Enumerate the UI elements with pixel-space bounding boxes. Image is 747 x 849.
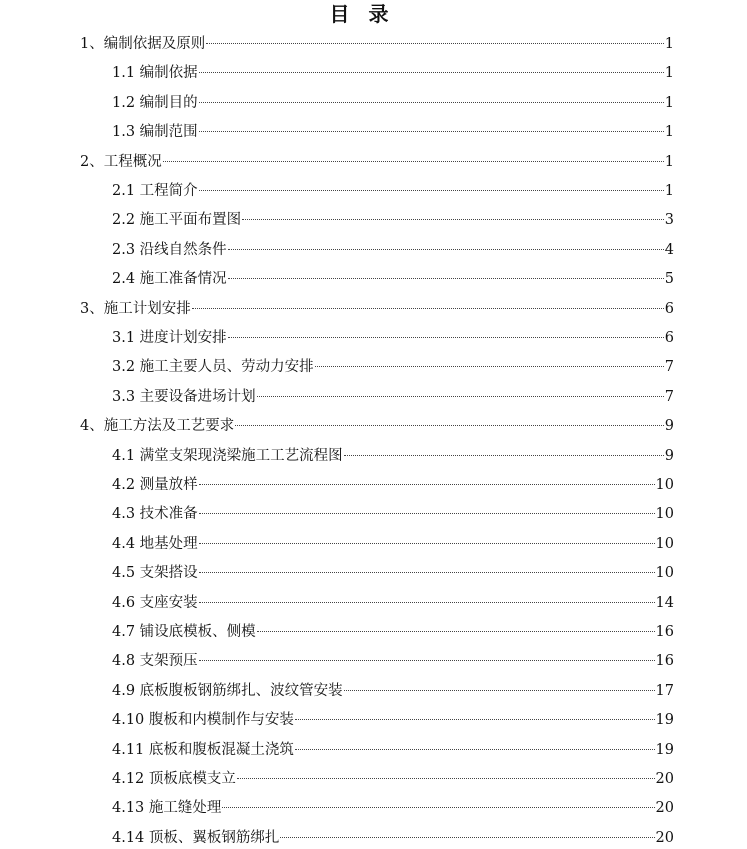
toc-dot-leader xyxy=(206,43,664,44)
toc-page-number: 1 xyxy=(664,36,674,52)
toc-entry-label: 4.8 支架预压 xyxy=(112,653,198,670)
toc-section-entry[interactable] xyxy=(112,650,674,672)
toc-page-number: 9 xyxy=(664,447,674,464)
toc-section-entry[interactable] xyxy=(112,768,674,790)
toc-dot-leader xyxy=(199,513,655,514)
toc-section-entry[interactable] xyxy=(112,474,674,496)
toc-page-number: 16 xyxy=(655,653,674,670)
toc-dot-leader xyxy=(199,72,664,73)
toc-dot-leader xyxy=(315,366,664,367)
toc-entry-label: 4.2 测量放样 xyxy=(112,477,198,493)
toc-section-entry[interactable] xyxy=(112,92,674,114)
toc-entry-label: 4.1 满堂支架现浇梁施工工艺流程图 xyxy=(112,447,343,464)
toc-dot-leader xyxy=(199,190,664,191)
toc-dot-leader xyxy=(199,484,655,485)
toc-chapter-entry[interactable] xyxy=(80,415,674,437)
toc-section-entry[interactable] xyxy=(112,327,674,349)
page-title: 目 录 xyxy=(329,2,395,26)
toc-page-number: 1 xyxy=(664,153,674,170)
toc-section-entry[interactable] xyxy=(112,827,674,849)
toc-entry-label: 4.10 腹板和内模制作与安装 xyxy=(112,712,294,729)
toc-page-number: 7 xyxy=(664,359,674,376)
toc-page-number: 20 xyxy=(655,800,674,817)
toc-section-entry[interactable] xyxy=(112,239,674,261)
toc-entry-label: 4.14 顶板、翼板钢筋绑扎 xyxy=(112,829,280,846)
toc-entry-label: 4.9 底板腹板钢筋绑扎、波纹管安装 xyxy=(112,682,343,699)
toc-entry-label: 4.3 技术准备 xyxy=(112,506,198,523)
toc-page-number: 3 xyxy=(664,212,674,229)
toc-section-entry[interactable] xyxy=(112,797,674,819)
toc-section-entry[interactable] xyxy=(112,562,674,584)
toc-section-entry[interactable] xyxy=(112,709,674,731)
toc-dot-leader xyxy=(228,249,664,250)
toc-entry-label: 1.3 编制范围 xyxy=(112,124,198,141)
toc-entry-label: 3.3 主要设备进场计划 xyxy=(112,388,256,405)
toc-dot-leader xyxy=(199,543,655,544)
toc-page-number: 10 xyxy=(655,477,674,493)
toc-entry-label: 4.11 底板和腹板混凝土浇筑 xyxy=(112,741,294,758)
toc-dot-leader xyxy=(235,425,664,426)
toc-page-number: 1 xyxy=(664,94,674,111)
toc-entry-label: 3.1 进度计划安排 xyxy=(112,330,227,346)
toc-dot-leader xyxy=(237,778,655,779)
toc-entry-label: 4.5 支架搭设 xyxy=(112,565,198,582)
toc-entry-label: 2.2 施工平面布置图 xyxy=(112,212,242,229)
toc-entry-label: 4.7 铺设底模板、侧模 xyxy=(112,624,256,640)
toc-entry-label: 3.2 施工主要人员、劳动力安排 xyxy=(112,359,314,376)
toc-dot-leader xyxy=(192,308,664,309)
toc-page-number: 9 xyxy=(664,418,674,435)
toc-entry-label: 4.4 地基处理 xyxy=(112,535,198,552)
toc-page-number: 1 xyxy=(664,65,674,82)
toc-entry-label: 1.1 编制依据 xyxy=(112,65,198,82)
toc-dot-leader xyxy=(257,396,664,397)
toc-section-entry[interactable] xyxy=(112,592,674,614)
toc-dot-leader xyxy=(199,102,664,103)
toc-dot-leader xyxy=(257,631,655,632)
toc-page-number: 5 xyxy=(664,271,674,288)
toc-section-entry[interactable] xyxy=(112,533,674,555)
toc-page-number: 6 xyxy=(664,300,674,317)
toc-entry-label: 3、施工计划安排 xyxy=(80,300,191,317)
toc-entry-label: 4、施工方法及工艺要求 xyxy=(80,418,235,435)
toc-entry-label: 4.12 顶板底模支立 xyxy=(112,771,236,787)
toc-page-number: 10 xyxy=(655,506,674,523)
toc-entry-label: 1、编制依据及原则 xyxy=(80,36,206,52)
toc-entry-label: 4.13 施工缝处理 xyxy=(112,800,222,817)
toc-dot-leader xyxy=(199,572,655,573)
toc-dot-leader xyxy=(344,690,655,691)
toc-dot-leader xyxy=(295,719,655,720)
toc-section-entry[interactable] xyxy=(112,62,674,84)
toc-entry-label: 2.1 工程简介 xyxy=(112,183,198,199)
toc-entry-label: 2.4 施工准备情况 xyxy=(112,271,227,288)
toc-dot-leader xyxy=(344,455,664,456)
toc-page-number: 1 xyxy=(664,183,674,199)
toc-page-number: 10 xyxy=(655,535,674,552)
toc-page-number: 16 xyxy=(655,624,674,640)
toc-section-entry[interactable] xyxy=(112,386,674,408)
toc-section-entry[interactable] xyxy=(112,621,674,643)
toc-dot-leader xyxy=(228,278,664,279)
toc-dot-leader xyxy=(228,337,664,338)
toc-page-number: 7 xyxy=(664,388,674,405)
toc-section-entry[interactable] xyxy=(112,445,674,467)
toc-dot-leader xyxy=(242,219,664,220)
toc-page-number: 14 xyxy=(655,594,674,611)
toc-page-number: 20 xyxy=(655,771,674,787)
toc-page-number: 19 xyxy=(655,712,674,729)
toc-entry-label: 4.6 支座安装 xyxy=(112,594,198,611)
toc-dot-leader xyxy=(163,161,664,162)
toc-dot-leader xyxy=(199,602,655,603)
toc-page-number: 6 xyxy=(664,330,674,346)
toc-entry-label: 1.2 编制目的 xyxy=(112,94,198,111)
toc-dot-leader xyxy=(280,837,654,838)
toc-chapter-entry[interactable] xyxy=(80,298,674,320)
toc-page-number: 4 xyxy=(664,241,674,258)
toc-entry-label: 2、工程概况 xyxy=(80,153,162,170)
toc-chapter-entry[interactable] xyxy=(80,151,674,173)
toc-section-entry[interactable] xyxy=(112,180,674,202)
toc-section-entry[interactable] xyxy=(112,121,674,143)
toc-dot-leader xyxy=(295,749,655,750)
toc-section-entry[interactable] xyxy=(112,209,674,231)
toc-entry-label: 2.3 沿线自然条件 xyxy=(112,241,227,258)
toc-chapter-entry[interactable] xyxy=(80,33,674,55)
toc-page-number: 20 xyxy=(655,829,674,846)
toc-page-number: 17 xyxy=(655,682,674,699)
toc-section-entry[interactable] xyxy=(112,356,674,378)
toc-page-number: 1 xyxy=(664,124,674,141)
toc-page-number: 10 xyxy=(655,565,674,582)
toc-dot-leader xyxy=(199,131,664,132)
toc-dot-leader xyxy=(199,660,655,661)
toc-section-entry[interactable] xyxy=(112,503,674,525)
toc-section-entry[interactable] xyxy=(112,680,674,702)
toc-section-entry[interactable] xyxy=(112,268,674,290)
toc-dot-leader xyxy=(222,807,654,808)
toc-section-entry[interactable] xyxy=(112,739,674,761)
toc-page-number: 19 xyxy=(655,741,674,758)
